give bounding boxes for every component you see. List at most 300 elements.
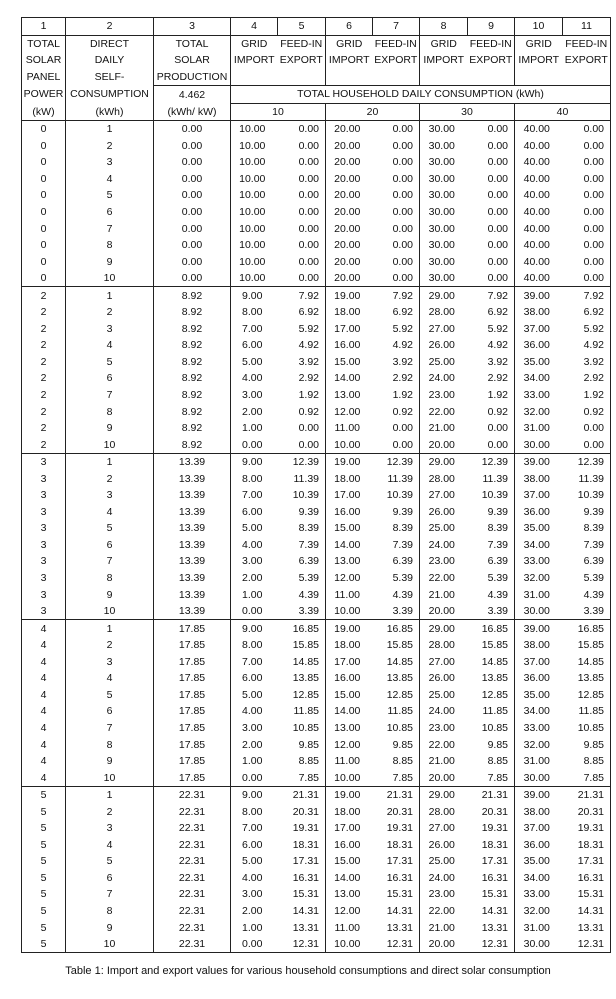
grid-import-20-cell: 14.00 — [326, 870, 373, 887]
feed-in-export-30-cell: 13.31 — [468, 919, 515, 936]
feed-in-export-30-cell: 12.85 — [468, 687, 515, 704]
feed-in-export-30-cell: 4.39 — [468, 586, 515, 603]
grid-import-40-cell: 37.00 — [515, 654, 563, 671]
grid-import-20-cell: 14.00 — [326, 537, 373, 554]
grid-import-30-cell: 30.00 — [420, 121, 468, 138]
feed-in-export-40-cell: 15.85 — [563, 637, 611, 654]
table-row — [22, 154, 611, 171]
self-consumption-cell: 9 — [66, 586, 154, 603]
grid-import-30-cell: 24.00 — [420, 703, 468, 720]
grid-import-40-cell: 33.00 — [515, 720, 563, 737]
grid-import-20-cell: 17.00 — [326, 321, 373, 338]
grid-import-10-cell: 10.00 — [231, 204, 278, 221]
feed-in-export-30-cell: 1.92 — [468, 387, 515, 404]
panel-power-cell: 0 — [22, 220, 66, 237]
table-row — [22, 187, 611, 204]
feed-in-export-10-cell: 11.39 — [278, 470, 326, 487]
feed-in-export-20-cell: 1.92 — [373, 387, 420, 404]
feed-in-export-10-cell: 13.85 — [278, 670, 326, 687]
grid-import-40-cell: 34.00 — [515, 870, 563, 887]
header-total-solar-panel-power: (kW) — [22, 103, 66, 121]
grid-import-40-cell: 34.00 — [515, 537, 563, 554]
col-number: 8 — [420, 18, 468, 36]
header-feed-in-export — [468, 69, 515, 86]
col-number: 7 — [373, 18, 420, 36]
grid-import-10-cell: 7.00 — [231, 820, 278, 837]
feed-in-export-40-cell: 10.85 — [563, 720, 611, 737]
feed-in-export-30-cell: 20.31 — [468, 803, 515, 820]
header-total-solar-production: PRODUCTION — [154, 69, 231, 86]
col-number: 5 — [278, 18, 326, 36]
feed-in-export-10-cell: 2.92 — [278, 370, 326, 387]
feed-in-export-10-cell: 20.31 — [278, 803, 326, 820]
solar-production-cell: 0.00 — [154, 171, 231, 188]
col-number: 4 — [231, 18, 278, 36]
grid-import-30-cell: 27.00 — [420, 321, 468, 338]
grid-import-10-cell: 2.00 — [231, 903, 278, 920]
table-caption: Table 1: Import and export values for various household consumptions and direct solar consumption — [65, 965, 551, 977]
grid-import-40-cell: 37.00 — [515, 487, 563, 504]
panel-power-cell: 4 — [22, 654, 66, 671]
feed-in-export-10-cell: 0.00 — [278, 204, 326, 221]
grid-import-40-cell: 40.00 — [515, 121, 563, 138]
self-consumption-cell: 2 — [66, 637, 154, 654]
feed-in-export-30-cell: 3.92 — [468, 354, 515, 371]
solar-production-cell: 8.92 — [154, 370, 231, 387]
self-consumption-cell: 3 — [66, 820, 154, 837]
grid-import-20-cell: 20.00 — [326, 171, 373, 188]
grid-import-20-cell: 12.00 — [326, 903, 373, 920]
grid-import-20-cell: 10.00 — [326, 603, 373, 620]
grid-import-40-cell: 39.00 — [515, 620, 563, 637]
feed-in-export-10-cell: 14.31 — [278, 903, 326, 920]
feed-in-export-10-cell: 7.92 — [278, 287, 326, 304]
grid-import-10-cell: 10.00 — [231, 154, 278, 171]
feed-in-export-40-cell: 16.31 — [563, 870, 611, 887]
grid-import-10-cell: 4.00 — [231, 370, 278, 387]
self-consumption-cell: 9 — [66, 753, 154, 770]
grid-import-20-cell: 14.00 — [326, 703, 373, 720]
header-household-consumption-title: TOTAL HOUSEHOLD DAILY CONSUMPTION (kWh) — [231, 86, 611, 104]
grid-import-20-cell: 20.00 — [326, 204, 373, 221]
feed-in-export-40-cell: 0.00 — [563, 237, 611, 254]
feed-in-export-10-cell: 8.85 — [278, 753, 326, 770]
grid-import-20-cell: 16.00 — [326, 670, 373, 687]
panel-power-cell: 2 — [22, 420, 66, 437]
grid-import-30-cell: 30.00 — [420, 220, 468, 237]
feed-in-export-30-cell: 7.92 — [468, 287, 515, 304]
grid-import-20-cell: 14.00 — [326, 370, 373, 387]
feed-in-export-30-cell: 3.39 — [468, 603, 515, 620]
solar-production-cell: 0.00 — [154, 154, 231, 171]
feed-in-export-30-cell: 11.39 — [468, 470, 515, 487]
grid-import-30-cell: 26.00 — [420, 337, 468, 354]
grid-import-40-cell: 35.00 — [515, 853, 563, 870]
self-consumption-cell: 8 — [66, 237, 154, 254]
table-row — [22, 370, 611, 387]
header-grid-import — [326, 69, 373, 86]
grid-import-10-cell: 0.00 — [231, 936, 278, 953]
grid-import-30-cell: 30.00 — [420, 171, 468, 188]
feed-in-export-30-cell: 12.39 — [468, 453, 515, 470]
grid-import-10-cell: 6.00 — [231, 504, 278, 521]
feed-in-export-40-cell: 0.00 — [563, 187, 611, 204]
header-feed-in-export — [563, 69, 611, 86]
panel-power-cell: 5 — [22, 870, 66, 887]
feed-in-export-10-cell: 4.39 — [278, 586, 326, 603]
grid-import-30-cell: 29.00 — [420, 287, 468, 304]
solar-production-cell: 13.39 — [154, 453, 231, 470]
feed-in-export-20-cell: 16.85 — [373, 620, 420, 637]
solar-production-cell: 13.39 — [154, 570, 231, 587]
feed-in-export-30-cell: 0.00 — [468, 204, 515, 221]
grid-import-40-cell: 38.00 — [515, 637, 563, 654]
solar-production-cell: 0.00 — [154, 138, 231, 155]
panel-power-cell: 5 — [22, 919, 66, 936]
table-row — [22, 204, 611, 221]
grid-import-20-cell: 18.00 — [326, 637, 373, 654]
grid-import-30-cell: 26.00 — [420, 837, 468, 854]
feed-in-export-10-cell: 19.31 — [278, 820, 326, 837]
grid-import-20-cell: 13.00 — [326, 553, 373, 570]
self-consumption-cell: 7 — [66, 720, 154, 737]
feed-in-export-10-cell: 10.85 — [278, 720, 326, 737]
panel-power-cell: 3 — [22, 553, 66, 570]
header-feed-in-export — [373, 69, 420, 86]
panel-power-cell: 5 — [22, 837, 66, 854]
feed-in-export-10-cell: 5.39 — [278, 570, 326, 587]
feed-in-export-40-cell: 0.00 — [563, 171, 611, 188]
feed-in-export-20-cell: 12.39 — [373, 453, 420, 470]
self-consumption-cell: 6 — [66, 703, 154, 720]
table-row — [22, 138, 611, 155]
feed-in-export-10-cell: 12.39 — [278, 453, 326, 470]
table-row — [22, 354, 611, 371]
table-row — [22, 270, 611, 287]
grid-import-30-cell: 20.00 — [420, 769, 468, 786]
feed-in-export-20-cell: 0.00 — [373, 270, 420, 287]
header-consumption-value: 10 — [231, 103, 326, 121]
feed-in-export-40-cell: 5.39 — [563, 570, 611, 587]
header-consumption-value: 40 — [515, 103, 611, 121]
solar-production-cell: 8.92 — [154, 337, 231, 354]
grid-import-20-cell: 13.00 — [326, 886, 373, 903]
grid-import-30-cell: 27.00 — [420, 654, 468, 671]
grid-import-20-cell: 19.00 — [326, 287, 373, 304]
feed-in-export-20-cell: 2.92 — [373, 370, 420, 387]
panel-power-cell: 2 — [22, 287, 66, 304]
self-consumption-cell: 9 — [66, 420, 154, 437]
table-row — [22, 220, 611, 237]
grid-import-40-cell: 36.00 — [515, 504, 563, 521]
feed-in-export-20-cell: 3.39 — [373, 603, 420, 620]
self-consumption-cell: 6 — [66, 370, 154, 387]
table-row — [22, 570, 611, 587]
self-consumption-cell: 8 — [66, 403, 154, 420]
feed-in-export-20-cell: 13.85 — [373, 670, 420, 687]
grid-import-20-cell: 15.00 — [326, 354, 373, 371]
feed-in-export-40-cell: 11.85 — [563, 703, 611, 720]
feed-in-export-30-cell: 10.39 — [468, 487, 515, 504]
grid-import-20-cell: 20.00 — [326, 237, 373, 254]
feed-in-export-20-cell: 0.00 — [373, 187, 420, 204]
self-consumption-cell: 4 — [66, 504, 154, 521]
self-consumption-cell: 8 — [66, 736, 154, 753]
panel-power-cell: 4 — [22, 769, 66, 786]
grid-import-30-cell: 25.00 — [420, 687, 468, 704]
feed-in-export-10-cell: 0.92 — [278, 403, 326, 420]
grid-import-20-cell: 20.00 — [326, 220, 373, 237]
grid-import-20-cell: 19.00 — [326, 453, 373, 470]
feed-in-export-40-cell: 18.31 — [563, 837, 611, 854]
feed-in-export-40-cell: 13.85 — [563, 670, 611, 687]
solar-production-cell: 17.85 — [154, 769, 231, 786]
header-grid-import: IMPORT — [515, 52, 563, 69]
feed-in-export-20-cell: 7.85 — [373, 769, 420, 786]
feed-in-export-20-cell: 0.00 — [373, 171, 420, 188]
grid-import-10-cell: 3.00 — [231, 886, 278, 903]
panel-power-cell: 5 — [22, 886, 66, 903]
feed-in-export-30-cell: 5.39 — [468, 570, 515, 587]
header-row — [22, 86, 611, 104]
feed-in-export-40-cell: 0.00 — [563, 154, 611, 171]
self-consumption-cell: 5 — [66, 687, 154, 704]
feed-in-export-20-cell: 20.31 — [373, 803, 420, 820]
grid-import-40-cell: 30.00 — [515, 603, 563, 620]
feed-in-export-20-cell: 7.92 — [373, 287, 420, 304]
solar-production-cell: 13.39 — [154, 504, 231, 521]
self-consumption-cell: 7 — [66, 886, 154, 903]
header-total-solar-production: SOLAR — [154, 52, 231, 69]
table-row — [22, 287, 611, 304]
feed-in-export-30-cell: 0.00 — [468, 138, 515, 155]
self-consumption-cell: 10 — [66, 436, 154, 453]
feed-in-export-30-cell: 15.85 — [468, 637, 515, 654]
feed-in-export-10-cell: 4.92 — [278, 337, 326, 354]
grid-import-40-cell: 40.00 — [515, 253, 563, 270]
feed-in-export-20-cell: 12.85 — [373, 687, 420, 704]
grid-import-20-cell: 12.00 — [326, 403, 373, 420]
feed-in-export-30-cell: 13.85 — [468, 670, 515, 687]
panel-power-cell: 0 — [22, 154, 66, 171]
self-consumption-cell: 9 — [66, 919, 154, 936]
grid-import-20-cell: 13.00 — [326, 387, 373, 404]
solar-production-cell: 17.85 — [154, 753, 231, 770]
self-consumption-cell: 9 — [66, 253, 154, 270]
grid-import-40-cell: 40.00 — [515, 220, 563, 237]
feed-in-export-30-cell: 0.00 — [468, 154, 515, 171]
panel-power-cell: 4 — [22, 637, 66, 654]
table-row — [22, 870, 611, 887]
header-direct-self-consumption: CONSUMPTION — [66, 86, 154, 104]
solar-production-cell: 8.92 — [154, 304, 231, 321]
grid-import-30-cell: 30.00 — [420, 187, 468, 204]
header-feed-in-export: EXPORT — [468, 52, 515, 69]
table-row — [22, 620, 611, 637]
grid-import-30-cell: 26.00 — [420, 670, 468, 687]
solar-production-cell: 13.39 — [154, 520, 231, 537]
table-row — [22, 687, 611, 704]
header-grid-import — [515, 69, 563, 86]
grid-import-40-cell: 32.00 — [515, 570, 563, 587]
grid-import-20-cell: 16.00 — [326, 337, 373, 354]
header-total-solar-production: (kWh/ kW) — [154, 103, 231, 121]
import-export-table — [21, 17, 611, 953]
self-consumption-cell: 10 — [66, 936, 154, 953]
feed-in-export-40-cell: 6.92 — [563, 304, 611, 321]
grid-import-10-cell: 6.00 — [231, 337, 278, 354]
table-row — [22, 504, 611, 521]
grid-import-30-cell: 21.00 — [420, 753, 468, 770]
feed-in-export-30-cell: 19.31 — [468, 820, 515, 837]
feed-in-export-20-cell: 0.00 — [373, 138, 420, 155]
table-row — [22, 736, 611, 753]
feed-in-export-40-cell: 3.39 — [563, 603, 611, 620]
solar-production-cell: 22.31 — [154, 936, 231, 953]
table-row — [22, 603, 611, 620]
feed-in-export-10-cell: 18.31 — [278, 837, 326, 854]
feed-in-export-20-cell: 7.39 — [373, 537, 420, 554]
feed-in-export-30-cell: 17.31 — [468, 853, 515, 870]
grid-import-30-cell: 22.00 — [420, 736, 468, 753]
feed-in-export-10-cell: 17.31 — [278, 853, 326, 870]
grid-import-40-cell: 32.00 — [515, 403, 563, 420]
grid-import-10-cell: 7.00 — [231, 654, 278, 671]
col-number: 11 — [563, 18, 611, 36]
grid-import-20-cell: 20.00 — [326, 270, 373, 287]
grid-import-40-cell: 36.00 — [515, 670, 563, 687]
grid-import-40-cell: 40.00 — [515, 204, 563, 221]
self-consumption-cell: 4 — [66, 670, 154, 687]
table-row — [22, 903, 611, 920]
grid-import-10-cell: 3.00 — [231, 720, 278, 737]
table-row — [22, 786, 611, 803]
feed-in-export-20-cell: 5.39 — [373, 570, 420, 587]
table-row — [22, 537, 611, 554]
self-consumption-cell: 1 — [66, 786, 154, 803]
table-row — [22, 253, 611, 270]
feed-in-export-10-cell: 11.85 — [278, 703, 326, 720]
grid-import-20-cell: 15.00 — [326, 520, 373, 537]
panel-power-cell: 4 — [22, 670, 66, 687]
grid-import-30-cell: 20.00 — [420, 936, 468, 953]
self-consumption-cell: 5 — [66, 520, 154, 537]
self-consumption-cell: 5 — [66, 187, 154, 204]
grid-import-10-cell: 2.00 — [231, 570, 278, 587]
grid-import-20-cell: 12.00 — [326, 736, 373, 753]
grid-import-10-cell: 10.00 — [231, 121, 278, 138]
solar-production-cell: 17.85 — [154, 637, 231, 654]
header-total-solar-panel-power: PANEL — [22, 69, 66, 86]
grid-import-30-cell: 20.00 — [420, 436, 468, 453]
solar-production-cell: 17.85 — [154, 720, 231, 737]
feed-in-export-40-cell: 12.85 — [563, 687, 611, 704]
feed-in-export-30-cell: 0.00 — [468, 121, 515, 138]
panel-power-cell: 3 — [22, 570, 66, 587]
feed-in-export-20-cell: 16.31 — [373, 870, 420, 887]
feed-in-export-30-cell: 16.85 — [468, 620, 515, 637]
self-consumption-cell: 6 — [66, 537, 154, 554]
grid-import-10-cell: 1.00 — [231, 753, 278, 770]
self-consumption-cell: 8 — [66, 570, 154, 587]
col-number: 2 — [66, 18, 154, 36]
grid-import-10-cell: 7.00 — [231, 321, 278, 338]
table-row — [22, 487, 611, 504]
feed-in-export-30-cell: 6.39 — [468, 553, 515, 570]
feed-in-export-30-cell: 12.31 — [468, 936, 515, 953]
feed-in-export-20-cell: 0.00 — [373, 420, 420, 437]
grid-import-10-cell: 5.00 — [231, 354, 278, 371]
grid-import-40-cell: 40.00 — [515, 187, 563, 204]
grid-import-20-cell: 17.00 — [326, 654, 373, 671]
column-number-row — [22, 18, 611, 36]
grid-import-40-cell: 33.00 — [515, 886, 563, 903]
grid-import-40-cell: 35.00 — [515, 520, 563, 537]
solar-production-cell: 0.00 — [154, 253, 231, 270]
feed-in-export-10-cell: 9.39 — [278, 504, 326, 521]
grid-import-20-cell: 17.00 — [326, 820, 373, 837]
grid-import-30-cell: 28.00 — [420, 803, 468, 820]
table-row — [22, 670, 611, 687]
self-consumption-cell: 1 — [66, 121, 154, 138]
feed-in-export-30-cell: 0.00 — [468, 420, 515, 437]
self-consumption-cell: 4 — [66, 171, 154, 188]
grid-import-40-cell: 37.00 — [515, 820, 563, 837]
header-direct-self-consumption: DAILY — [66, 52, 154, 69]
solar-production-cell: 8.92 — [154, 287, 231, 304]
feed-in-export-20-cell: 14.31 — [373, 903, 420, 920]
grid-import-30-cell: 27.00 — [420, 820, 468, 837]
table-row — [22, 936, 611, 953]
header-grid-import: GRID — [420, 35, 468, 52]
feed-in-export-40-cell: 7.39 — [563, 537, 611, 554]
grid-import-10-cell: 4.00 — [231, 703, 278, 720]
feed-in-export-40-cell: 6.39 — [563, 553, 611, 570]
grid-import-20-cell: 11.00 — [326, 586, 373, 603]
feed-in-export-20-cell: 0.00 — [373, 220, 420, 237]
grid-import-40-cell: 36.00 — [515, 837, 563, 854]
panel-power-cell: 5 — [22, 853, 66, 870]
grid-import-20-cell: 20.00 — [326, 187, 373, 204]
grid-import-10-cell: 1.00 — [231, 919, 278, 936]
grid-import-30-cell: 27.00 — [420, 487, 468, 504]
grid-import-30-cell: 26.00 — [420, 504, 468, 521]
solar-production-cell: 13.39 — [154, 603, 231, 620]
header-grid-import: GRID — [515, 35, 563, 52]
feed-in-export-20-cell: 0.00 — [373, 436, 420, 453]
feed-in-export-40-cell: 0.00 — [563, 436, 611, 453]
feed-in-export-40-cell: 12.39 — [563, 453, 611, 470]
feed-in-export-20-cell: 14.85 — [373, 654, 420, 671]
grid-import-30-cell: 20.00 — [420, 603, 468, 620]
table-row — [22, 654, 611, 671]
header-grid-import: IMPORT — [231, 52, 278, 69]
feed-in-export-40-cell: 8.39 — [563, 520, 611, 537]
header-feed-in-export: FEED-IN — [468, 35, 515, 52]
grid-import-30-cell: 28.00 — [420, 637, 468, 654]
self-consumption-cell: 10 — [66, 270, 154, 287]
grid-import-30-cell: 29.00 — [420, 620, 468, 637]
feed-in-export-40-cell: 15.31 — [563, 886, 611, 903]
grid-import-10-cell: 4.00 — [231, 870, 278, 887]
grid-import-20-cell: 20.00 — [326, 154, 373, 171]
grid-import-10-cell: 6.00 — [231, 837, 278, 854]
feed-in-export-30-cell: 2.92 — [468, 370, 515, 387]
feed-in-export-20-cell: 9.85 — [373, 736, 420, 753]
feed-in-export-40-cell: 14.31 — [563, 903, 611, 920]
self-consumption-cell: 5 — [66, 354, 154, 371]
panel-power-cell: 4 — [22, 753, 66, 770]
